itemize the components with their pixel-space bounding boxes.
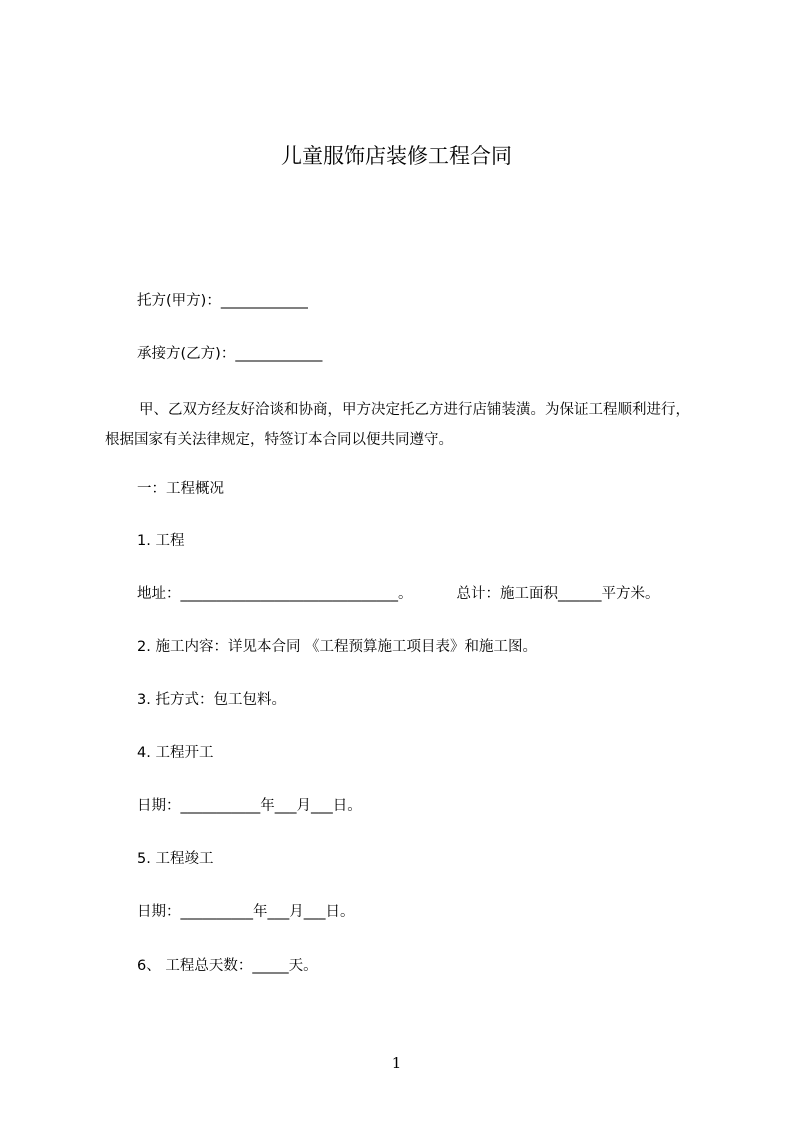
section-1-heading: 一：工程概况 xyxy=(137,481,224,497)
party-b-line: 承接方(乙方)：____________ xyxy=(137,346,323,362)
item-4-project-start: 4. 工程开工 xyxy=(137,745,214,761)
item-3-contract-method: 3. 托方式：包工包料。 xyxy=(137,692,286,708)
item-2-construction-content: 2. 施工内容：详见本合同 《工程预算施工项目表》和施工图。 xyxy=(137,639,538,655)
total-area-field: 总计：施工面积______平方米。 xyxy=(456,586,660,602)
item-6-total-days: 6、 工程总天数：_____天。 xyxy=(137,958,318,974)
page-number: 1 xyxy=(391,1054,402,1072)
start-date-line: 日期：___________年___月___日。 xyxy=(137,798,362,814)
intro-paragraph: 甲、乙双方经友好洽谈和协商，甲方决定托乙方进行店铺装潢。为保证工程顺利进行，根据国家有关法律规定，特签订本合同以便共同遵守。 xyxy=(105,402,690,448)
address-field: 地址：______________________________。 xyxy=(137,586,413,602)
end-date-line: 日期：__________年___月___日。 xyxy=(137,904,355,920)
document-title: 儿童服饰店装修工程合同 xyxy=(281,144,512,168)
item-5-project-completion: 5. 工程竣工 xyxy=(137,851,214,867)
address-area-line xyxy=(137,583,660,605)
item-1-project: 1. 工程 xyxy=(137,533,185,549)
party-a-line: 托方(甲方)：____________ xyxy=(137,293,308,309)
